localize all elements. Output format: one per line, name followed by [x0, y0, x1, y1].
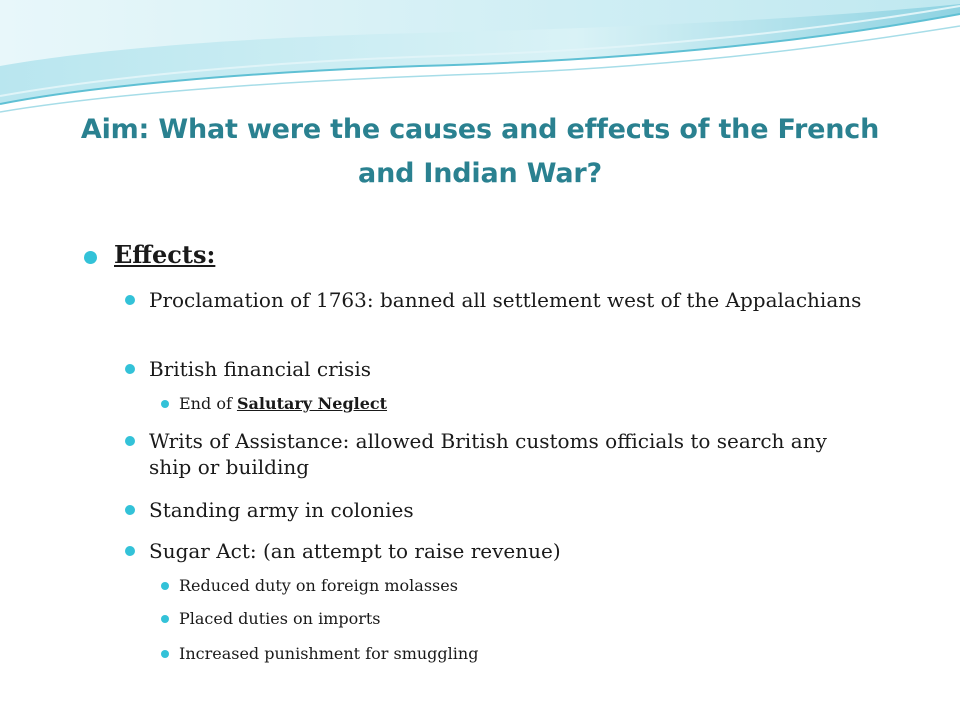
bullet-icon — [125, 436, 135, 446]
bullet-icon — [161, 650, 169, 658]
bullet-icon — [125, 295, 135, 305]
list-item: Placed duties on imports — [179, 609, 381, 628]
slide-title: Aim: What were the causes and effects of the French and Indian War? — [80, 114, 880, 189]
emphasis-term: Salutary Neglect — [236, 394, 388, 413]
list-item: Increased punishment for smuggling — [179, 644, 479, 663]
bullet-icon — [125, 364, 135, 374]
list-item-text: End of — [179, 394, 237, 413]
list-item: Sugar Act: (an attempt to raise revenue) — [149, 539, 561, 563]
list-item: Proclamation of 1763: banned all settlement west of the Appalachians — [149, 288, 862, 312]
list-item: British financial crisis — [149, 357, 371, 381]
list-item: Standing army in colonies — [149, 498, 414, 522]
list-item — [179, 394, 387, 414]
bullet-icon — [125, 546, 135, 556]
bullet-icon — [125, 505, 135, 515]
bullet-icon — [161, 615, 169, 623]
bullet-icon — [84, 251, 97, 264]
list-item: Writs of Assistance: allowed British customs officials to search any ship or building — [149, 429, 827, 479]
list-item: Reduced duty on foreign molasses — [179, 576, 458, 595]
effects-heading: Effects: — [114, 240, 216, 269]
bullet-icon — [161, 582, 169, 590]
bullet-icon — [161, 400, 169, 408]
